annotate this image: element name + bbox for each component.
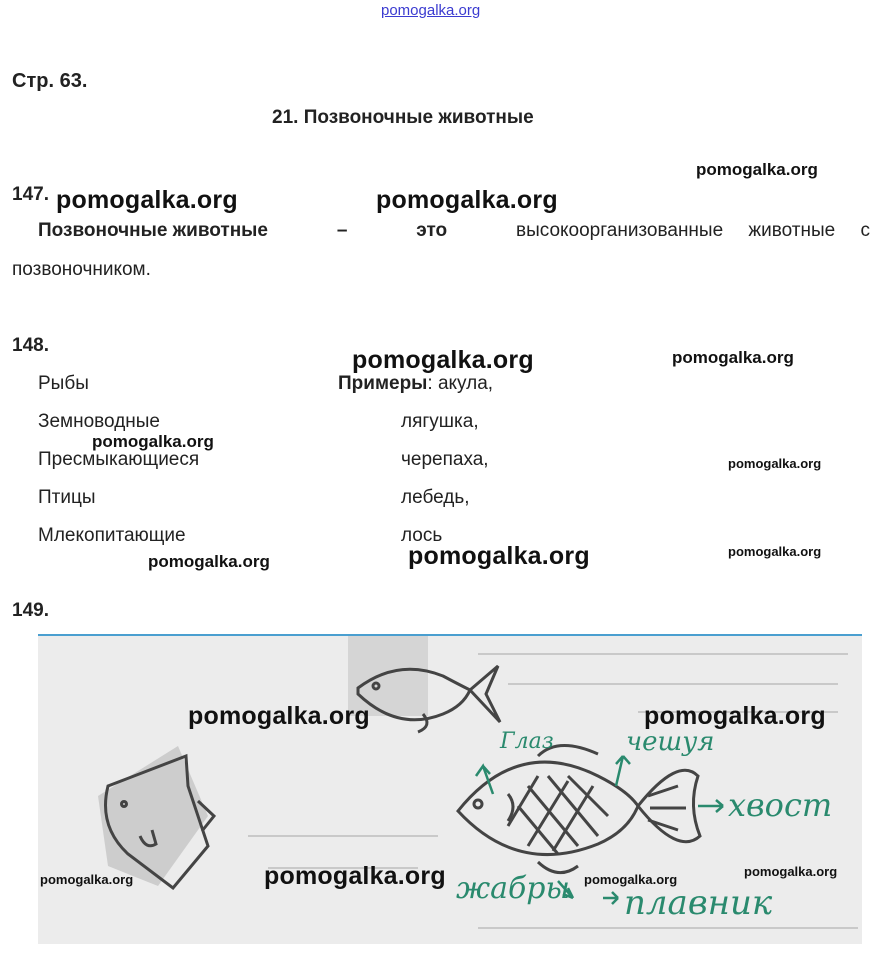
example: черепаха, — [401, 449, 489, 470]
examples-label: Примеры — [338, 373, 428, 394]
site-link[interactable]: pomogalka.org — [381, 2, 481, 19]
watermark: pomogalka.org — [408, 542, 590, 570]
group-name: Пресмыкающиеся — [38, 449, 200, 470]
watermark: pomogalka.org — [728, 544, 822, 559]
task-147-definition-line2: позвоночником. — [12, 259, 151, 280]
task-148-number: 148. — [12, 335, 49, 356]
watermark: pomogalka.org — [644, 702, 826, 730]
section-title: 21. Позвоночные животные — [272, 107, 534, 128]
is-word: это — [416, 220, 448, 241]
watermark: pomogalka.org — [376, 186, 558, 214]
group-name: Земноводные — [38, 411, 160, 432]
watermark: pomogalka.org — [188, 702, 370, 730]
group-name: Млекопитающие — [38, 525, 186, 546]
task-147-number: 147. — [12, 184, 49, 205]
fish-drawing-photo — [38, 634, 862, 944]
watermark: pomogalka.org — [40, 872, 134, 887]
watermark: pomogalka.org — [744, 864, 838, 879]
watermark: pomogalka.org — [352, 346, 534, 374]
label-fin: плавник — [624, 883, 773, 923]
example: лебедь, — [401, 487, 470, 508]
example-text: : акула, — [427, 373, 494, 394]
definition-rest: высокоорганизованные животные с — [515, 220, 870, 241]
group-name: Птицы — [38, 487, 96, 508]
task-149-number: 149. — [12, 600, 49, 621]
dash: – — [336, 220, 348, 241]
example: лось — [401, 525, 443, 546]
example: лягушка, — [401, 411, 479, 432]
page-reference: Стр. 63. — [12, 70, 88, 92]
watermark: pomogalka.org — [672, 348, 794, 367]
fish-drawing — [38, 636, 862, 944]
example — [338, 373, 493, 395]
label-tail: хвост — [728, 786, 833, 824]
watermark: pomogalka.org — [264, 862, 446, 890]
watermark: pomogalka.org — [92, 432, 214, 451]
watermark: pomogalka.org — [584, 872, 678, 887]
watermark: pomogalka.org — [696, 160, 818, 179]
label-scales: чешуя — [626, 727, 715, 757]
watermark: pomogalka.org — [56, 186, 238, 214]
watermark: pomogalka.org — [148, 552, 270, 571]
task-147-definition-line1 — [38, 212, 870, 250]
term: Позвоночные животные — [38, 220, 268, 241]
group-name: Рыбы — [38, 373, 89, 394]
label-eye: Глаз — [500, 729, 554, 754]
watermark: pomogalka.org — [728, 456, 822, 471]
label-gills: жабры — [456, 871, 570, 906]
main-fish — [458, 745, 700, 872]
